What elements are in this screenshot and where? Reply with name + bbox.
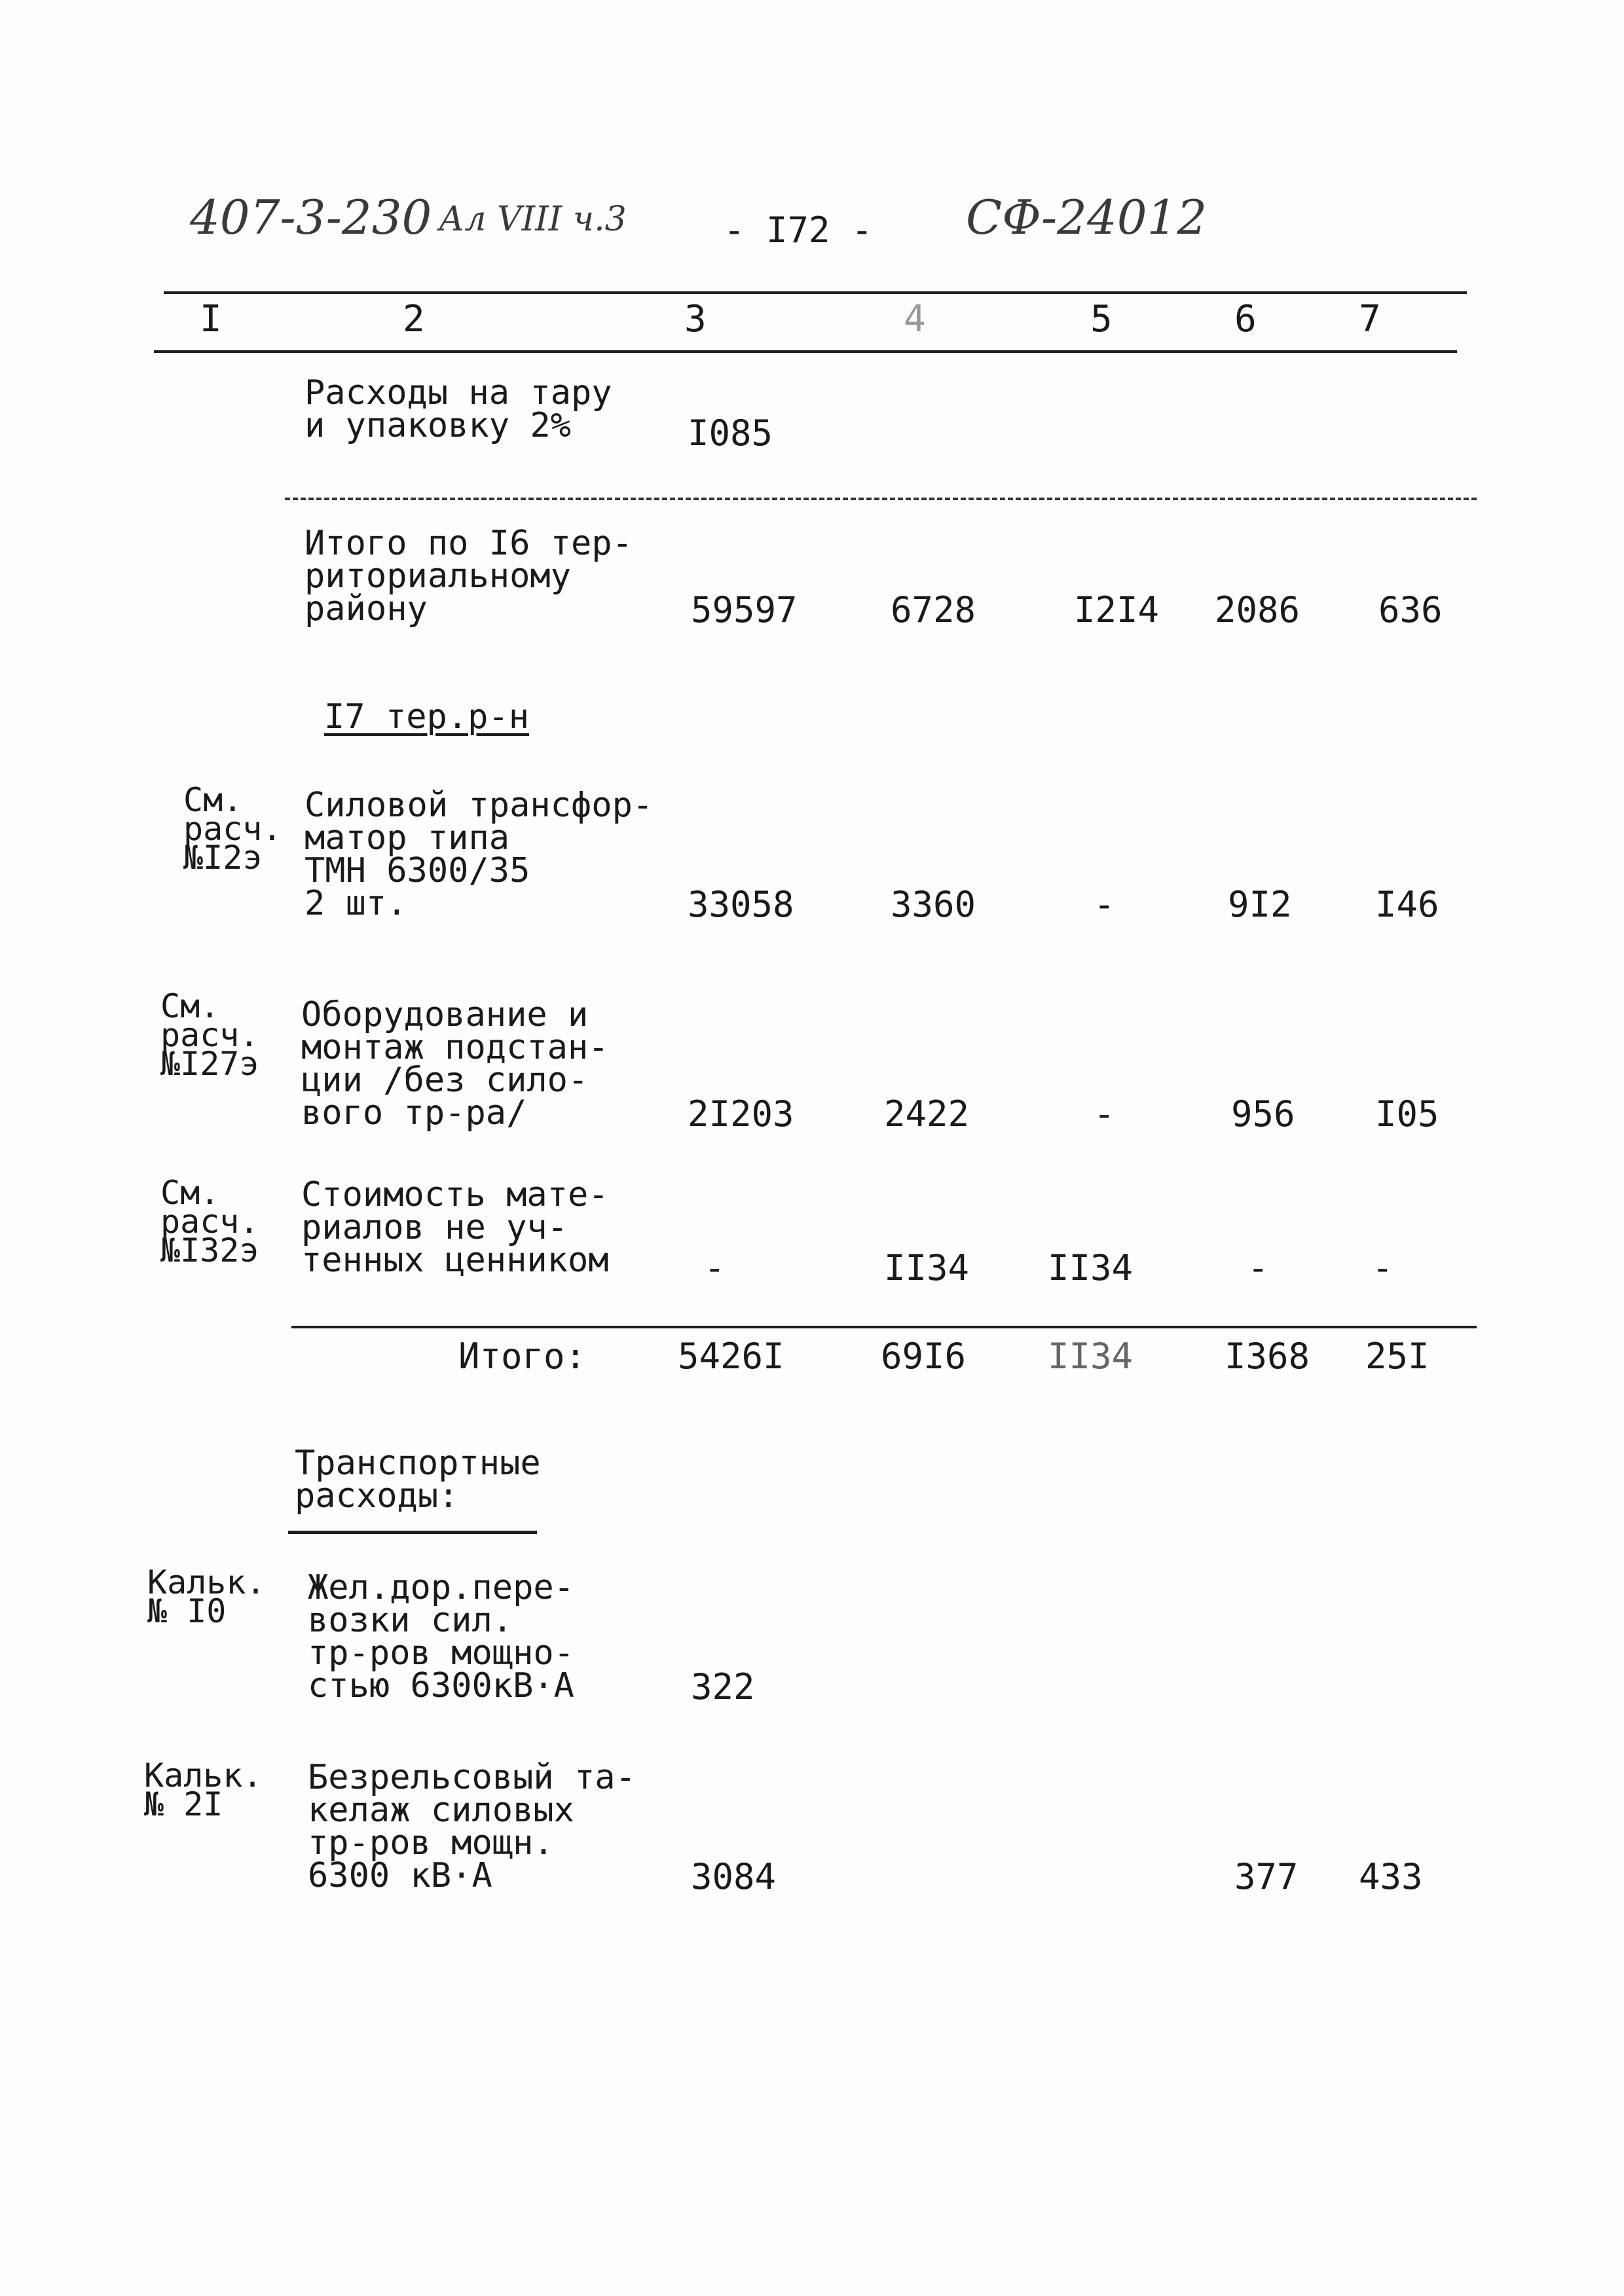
- column-7-label: 7: [1359, 298, 1381, 340]
- doc-code: 407-3-230: [190, 190, 432, 245]
- row-total-16-col7: 636: [1378, 589, 1443, 630]
- row-railway-ref: Кальк. № I0: [147, 1563, 266, 1630]
- row-railway-col3: 322: [691, 1666, 755, 1707]
- row-railway-desc: Жел.дор.пере- возки сил. тр-ров мощно- стью 6300кВ·А: [308, 1568, 574, 1705]
- row-transformer-col3: 33058: [688, 884, 794, 925]
- row-materials-col5: II34: [1048, 1247, 1134, 1288]
- row-materials-col6: -: [1247, 1247, 1269, 1288]
- total-col3: 5426I: [678, 1336, 784, 1377]
- header-bottom-rule: [154, 350, 1457, 353]
- row-transformer-desc: Силовой трансфор- матор типа ТМН 6300/35 2 шт.: [304, 786, 654, 923]
- row-transformer-col6: 9I2: [1228, 884, 1292, 925]
- row-transformer-col4: 3360: [891, 884, 976, 925]
- row-total-16-col3: 59597: [691, 589, 798, 630]
- sheet-code: СФ-24012: [966, 190, 1208, 245]
- row-transformer-ref: См. расч. №I2э: [183, 781, 282, 877]
- total-col5: II34: [1048, 1336, 1134, 1377]
- header-top-rule: [164, 291, 1467, 294]
- total-col7: 25I: [1365, 1336, 1430, 1377]
- column-1-label: I: [200, 298, 222, 340]
- transport-heading: Транспортные расходы:: [295, 1444, 541, 1516]
- row-substation-col5: -: [1094, 1093, 1115, 1135]
- row-total-16-desc: Итого по I6 тер- риториальному району: [304, 524, 633, 629]
- row-materials-desc: Стоимость мате- риалов не уч- тенных ценником: [301, 1175, 609, 1280]
- section-divider: [285, 498, 1477, 500]
- row-rigging-col3: 3084: [691, 1856, 777, 1897]
- row-transformer-col7: I46: [1375, 884, 1439, 925]
- page-number: - I72 -: [724, 210, 873, 251]
- row-rigging-desc: Безрельсовый та- келаж силовых тр-ров мощн. 6300 кВ·А: [308, 1758, 636, 1895]
- row-packaging-col3: I085: [688, 412, 773, 454]
- album-ref: Ал VIII ч.3: [439, 200, 627, 239]
- row-substation-col6: 956: [1231, 1093, 1295, 1135]
- row-materials-ref: См. расч. №I32э: [160, 1174, 259, 1269]
- row-rigging-ref: Кальк. № 2I: [144, 1757, 263, 1823]
- row-materials-col7: -: [1372, 1247, 1393, 1288]
- total-rule: [291, 1326, 1477, 1328]
- row-transformer-col5: -: [1094, 884, 1115, 925]
- row-rigging-col6: 377: [1234, 1856, 1299, 1897]
- row-substation-col7: I05: [1375, 1093, 1439, 1135]
- transport-heading-rule: [288, 1531, 537, 1534]
- row-substation-desc: Оборудование и монтаж подстан- ции /без сило- вого тр-ра/: [301, 995, 609, 1133]
- row-packaging-desc: Расходы на тару и упаковку 2%: [304, 373, 612, 445]
- total-label: Итого:: [458, 1336, 587, 1377]
- column-5-label: 5: [1090, 298, 1113, 340]
- row-materials-col3: -: [704, 1247, 726, 1288]
- total-col6: I368: [1225, 1336, 1310, 1377]
- column-2-label: 2: [403, 298, 425, 340]
- row-substation-col4: 2422: [884, 1093, 970, 1135]
- column-6-label: 6: [1234, 298, 1257, 340]
- section-17-heading: I7 тер.р-н: [324, 697, 530, 737]
- total-col4: 69I6: [881, 1336, 967, 1377]
- row-substation-ref: См. расч. №I27э: [160, 987, 259, 1083]
- row-rigging-col7: 433: [1359, 1856, 1423, 1897]
- row-total-16-col4: 6728: [891, 589, 976, 630]
- row-total-16-col6: 2086: [1215, 589, 1301, 630]
- row-total-16-col5: I2I4: [1074, 589, 1160, 630]
- column-4-label: 4: [904, 298, 926, 340]
- column-3-label: 3: [684, 298, 707, 340]
- row-materials-col4: II34: [884, 1247, 970, 1288]
- row-substation-col3: 2I203: [688, 1093, 794, 1135]
